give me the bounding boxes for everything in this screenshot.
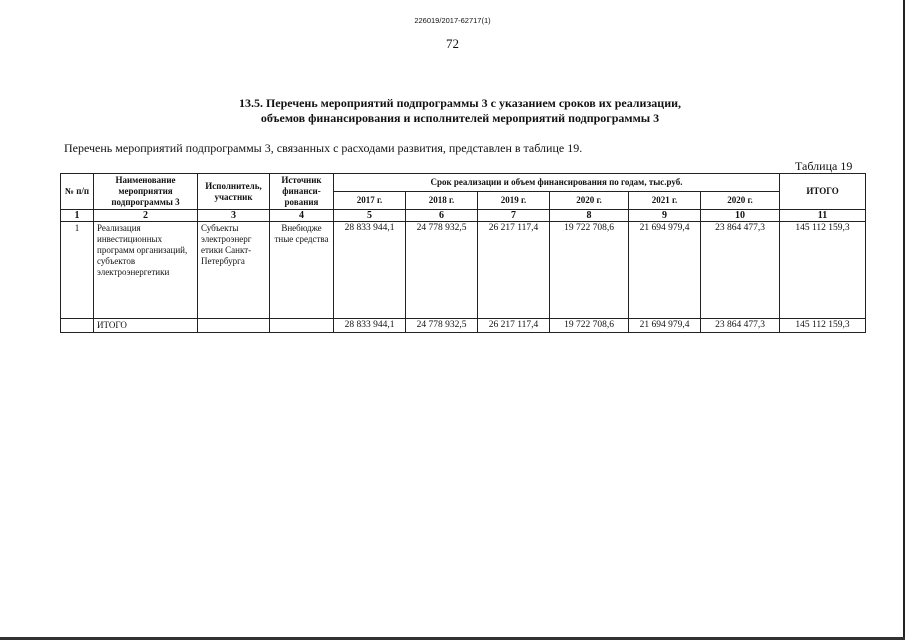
total-row-value: 19 722 708,6 <box>550 319 629 333</box>
row-value: 24 778 932,5 <box>406 222 478 319</box>
table-label: Таблица 19 <box>795 159 853 173</box>
header-executor: Исполнитель, участник <box>198 174 270 210</box>
row-value: 28 833 944,1 <box>334 222 406 319</box>
row-source: Внебюдже тные средства <box>270 222 334 319</box>
total-row-value: 21 694 979,4 <box>629 319 701 333</box>
row-value: 21 694 979,4 <box>629 222 701 319</box>
header-year: 2017 г. <box>334 192 406 210</box>
row-executor: Субъекты электроэнерг етики Санкт-Петербурга <box>198 222 270 319</box>
total-row-source <box>270 319 334 333</box>
table-row <box>61 222 866 319</box>
section-heading <box>180 96 740 126</box>
column-number: 6 <box>406 210 478 222</box>
header-year: 2021 г. <box>629 192 701 210</box>
header-period-span: Срок реализации и объем финансирования по годам, тыс.руб. <box>334 174 780 192</box>
column-number: 10 <box>701 210 780 222</box>
section-heading-line1: 13.5. Перечень мероприятий подпрограммы 3 с указанием сроков их реализации, <box>238 96 682 110</box>
total-row-executor <box>198 319 270 333</box>
header-name: Наименование мероприятия подпрограммы 3 <box>94 174 198 210</box>
header-row-1 <box>61 174 866 192</box>
section-heading-line2: объемов финансирования и исполнителей мероприятий подпрограммы 3 <box>260 111 660 125</box>
total-row <box>61 319 866 333</box>
column-number: 11 <box>780 210 866 222</box>
column-number: 4 <box>270 210 334 222</box>
row-value: 19 722 708,6 <box>550 222 629 319</box>
row-total: 145 112 159,3 <box>780 222 866 319</box>
header-year: 2020 г. <box>550 192 629 210</box>
total-row-grand-total: 145 112 159,3 <box>780 319 866 333</box>
total-row-value: 24 778 932,5 <box>406 319 478 333</box>
header-num: № п/п <box>61 174 94 210</box>
total-row-value: 23 864 477,3 <box>701 319 780 333</box>
total-row-num <box>61 319 94 333</box>
intro-paragraph: Перечень мероприятий подпрограммы 3, связанных с расходами развития, представлен в таблице 19. <box>64 141 583 155</box>
row-name: Реализация инвестиционных программ организаций, субъектов электроэнергетики <box>94 222 198 319</box>
column-number: 8 <box>550 210 629 222</box>
header-source: Источник финанси-рования <box>270 174 334 210</box>
column-number: 1 <box>61 210 94 222</box>
column-number: 3 <box>198 210 270 222</box>
page-number: 72 <box>446 36 459 51</box>
document-id: 226019/2017-62717(1) <box>414 16 491 25</box>
column-number: 9 <box>629 210 701 222</box>
row-value: 23 864 477,3 <box>701 222 780 319</box>
header-year: 2019 г. <box>478 192 550 210</box>
header-total: ИТОГО <box>780 174 866 210</box>
total-row-label: ИТОГО <box>94 319 198 333</box>
row-num: 1 <box>61 222 94 319</box>
header-year: 2020 г. <box>701 192 780 210</box>
total-row-value: 28 833 944,1 <box>334 319 406 333</box>
column-number-row <box>61 210 866 222</box>
column-number: 2 <box>94 210 198 222</box>
column-number: 7 <box>478 210 550 222</box>
header-year: 2018 г. <box>406 192 478 210</box>
column-number: 5 <box>334 210 406 222</box>
total-row-value: 26 217 117,4 <box>478 319 550 333</box>
row-value: 26 217 117,4 <box>478 222 550 319</box>
financing-table <box>60 173 866 333</box>
